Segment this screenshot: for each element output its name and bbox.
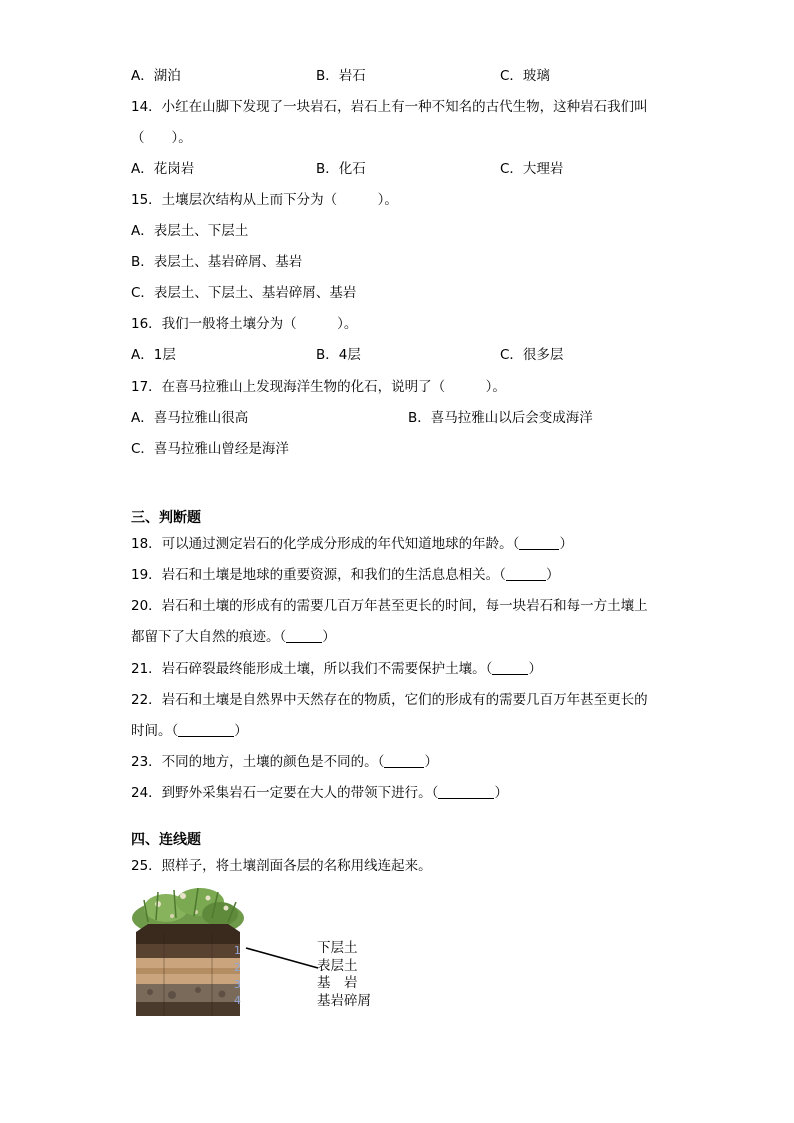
q24 [131,783,508,803]
q13-option-c: C．玻璃 [500,68,550,84]
q22-answer-blank[interactable] [178,722,234,737]
q24-answer-blank[interactable] [438,784,494,799]
layer-name-bedrock[interactable]: 基 岩 [317,975,358,991]
q15-option-a: A．表层土、下层土 [131,223,249,239]
q20-answer-blank[interactable] [286,628,322,643]
q18 [131,534,573,554]
example-connector-line [246,948,318,968]
q18-close: ） [559,536,573,552]
q14-stem: 14．小红在山脚下发现了一块岩石，岩石上有一种不知名的古代生物，这种岩石我们叫 [131,99,648,115]
q22-close: ） [234,723,248,739]
q16-option-b: B．4层 [316,347,361,363]
q13-option-a: A．湖泊 [131,68,181,84]
layer-name-bedrock-debris[interactable]: 基岩碎屑 [317,992,371,1009]
q24-close: ） [494,785,508,801]
q20-close: ） [322,629,336,645]
q19-close: ） [545,567,560,583]
q19-answer-blank[interactable] [506,566,546,581]
q23 [131,752,438,772]
section-judgement-title: 三、判断题 [131,510,201,526]
soil-layers [136,924,240,1016]
q21 [131,659,542,679]
q14-stem-cont: （ ）。 [131,130,192,146]
q23-close: ） [424,754,438,770]
q21-answer-blank[interactable] [492,660,528,675]
q17-stem: 17．在喜马拉雅山上发现海洋生物的化石，说明了（ ）。 [131,379,506,395]
q24-text: 24．到野外采集岩石一定要在大人的带领下进行。（ [131,785,439,801]
section-matching-title: 四、连线题 [131,832,201,848]
q16-option-c: C．很多层 [500,347,564,363]
q20: 20．岩石和土壤的形成有的需要几百万年甚至更长的时间，每一块岩石和每一方土壤上 [131,598,648,614]
q15-option-b: B．表层土、基岩碎屑、基岩 [131,254,303,270]
q13-option-b: B．岩石 [316,68,366,84]
q23-text: 23．不同的地方，土壤的颜色是不同的。（ [131,754,385,770]
q21-text: 21．岩石碎裂最终能形成土壤，所以我们不需要保护土壤。（ [131,661,493,677]
q15-stem: 15．土壤层次结构从上而下分为（ ）。 [131,192,398,208]
q18-text: 18．可以通过测定岩石的化学成分形成的年代知道地球的年龄。（ [131,536,520,552]
q25-stem: 25．照样子，将土壤剖面各层的名称用线连起来。 [131,858,432,874]
layer-number-4: 4 [234,994,241,1007]
q14-option-b: B．化石 [316,161,366,177]
layer-name-subsoil[interactable]: 下层土 [317,940,358,956]
q20-cont-text: 都留下了大自然的痕迹。（ [131,629,287,645]
q19 [131,565,559,585]
layer-number-1: 1 [234,944,241,957]
q18-answer-blank[interactable] [519,535,559,550]
q17-option-c: C．喜马拉雅山曾经是海洋 [131,441,289,457]
q17-option-a: A．喜马拉雅山很高 [131,410,249,426]
q14-option-c: C．大理岩 [500,161,564,177]
layer-number-3: 3 [234,978,241,991]
q15-option-c: C．表层土、下层土、基岩碎屑、基岩 [131,285,357,301]
layer-names-list [317,940,371,1010]
q14-option-a: A．花岗岩 [131,161,195,177]
q17-option-b: B．喜马拉雅山以后会变成海洋 [408,410,593,426]
q21-close: ） [528,661,542,677]
q22-cont-text: 时间。（ [131,723,179,739]
q23-answer-blank[interactable] [384,753,424,768]
layer-name-topsoil[interactable]: 表层土 [317,957,358,974]
layer-number-2: 2 [234,961,241,974]
q16-option-a: A．1层 [131,347,176,363]
q22: 22．岩石和土壤是自然界中天然存在的物质，它们的形成有的需要几百万年甚至更长的 [131,692,648,708]
q20-cont [131,627,336,647]
q19-text: 19．岩石和土壤是地球的重要资源，和我们的生活息息相关。（ [131,567,506,583]
q22-cont [131,721,248,741]
q16-stem: 16．我们一般将土壤分为（ ）。 [131,316,358,332]
